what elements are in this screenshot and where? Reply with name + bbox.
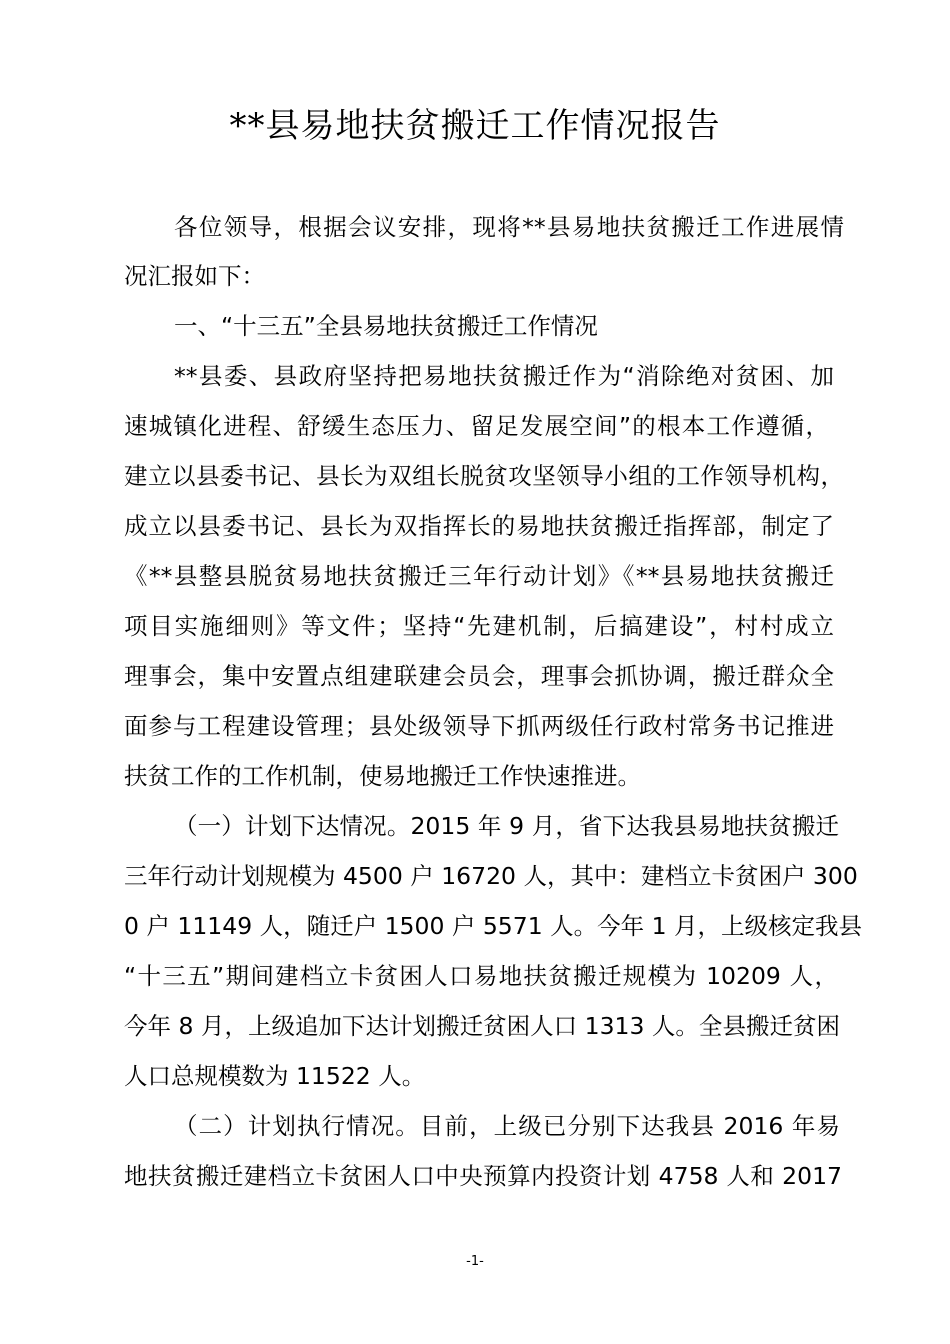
page-number: -1- [466,1254,484,1269]
section-heading: 一、“十三五”全县易地扶贫搬迁工作情况 [174,312,598,340]
paragraph-line: 《**县整县脱贫易地扶贫搬迁三年行动计划》《**县易地扶贫搬迁 [124,562,834,590]
document-title: **县易地扶贫搬迁工作情况报告 [229,106,721,146]
paragraph-line: 理事会，集中安置点组建联建会员会，理事会抓协调，搬迁群众全 [124,662,834,690]
paragraph-line: 建立以县委书记、县长为双组长脱贫攻坚领导小组的工作领导机构， [124,462,844,490]
paragraph-line: 0 户 11149 人，随迁户 1500 户 5571 人。今年 1 月，上级核定我县 [124,912,863,940]
paragraph-line: 面参与工程建设管理；县处级领导下抓两级任行政村常务书记推进 [124,712,834,740]
paragraph-line: 人口总规模数为 11522 人。 [124,1062,426,1090]
paragraph-line: 今年 8 月，上级追加下达计划搬迁贫困人口 1313 人。全县搬迁贫困 [124,1012,840,1040]
paragraph-line: 项目实施细则》等文件；坚持“先建机制，后搞建设”，村村成立 [124,612,834,640]
paragraph-line: 地扶贫搬迁建档立卡贫困人口中央预算内投资计划 4758 人和 2017 [124,1162,842,1190]
paragraph-line: 速城镇化进程、舒缓生态压力、留足发展空间”的根本工作遵循， [124,412,829,440]
paragraph-line: **县委、县政府坚持把易地扶贫搬迁作为“消除绝对贫困、加 [174,362,834,390]
paragraph-line: （二）计划执行情况。目前，上级已分别下达我县 2016 年易 [174,1112,840,1140]
paragraph-line: （一）计划下达情况。2015 年 9 月，省下达我县易地扶贫搬迁 [174,812,839,840]
paragraph-line: 成立以县委书记、县长为双指挥长的易地扶贫搬迁指挥部，制定了 [124,512,834,540]
paragraph-line: 况汇报如下： [124,262,265,290]
paragraph-line: “十三五”期间建档立卡贫困人口易地扶贫搬迁规模为 10209 人， [124,962,838,990]
paragraph-line: 三年行动计划规模为 4500 户 16720 人，其中：建档立卡贫困户 300 [124,862,858,890]
paragraph-line: 扶贫工作的工作机制，使易地搬迁工作快速推进。 [124,762,641,790]
paragraph-line: 各位领导，根据会议安排，现将**县易地扶贫搬迁工作进展情 [174,213,844,241]
